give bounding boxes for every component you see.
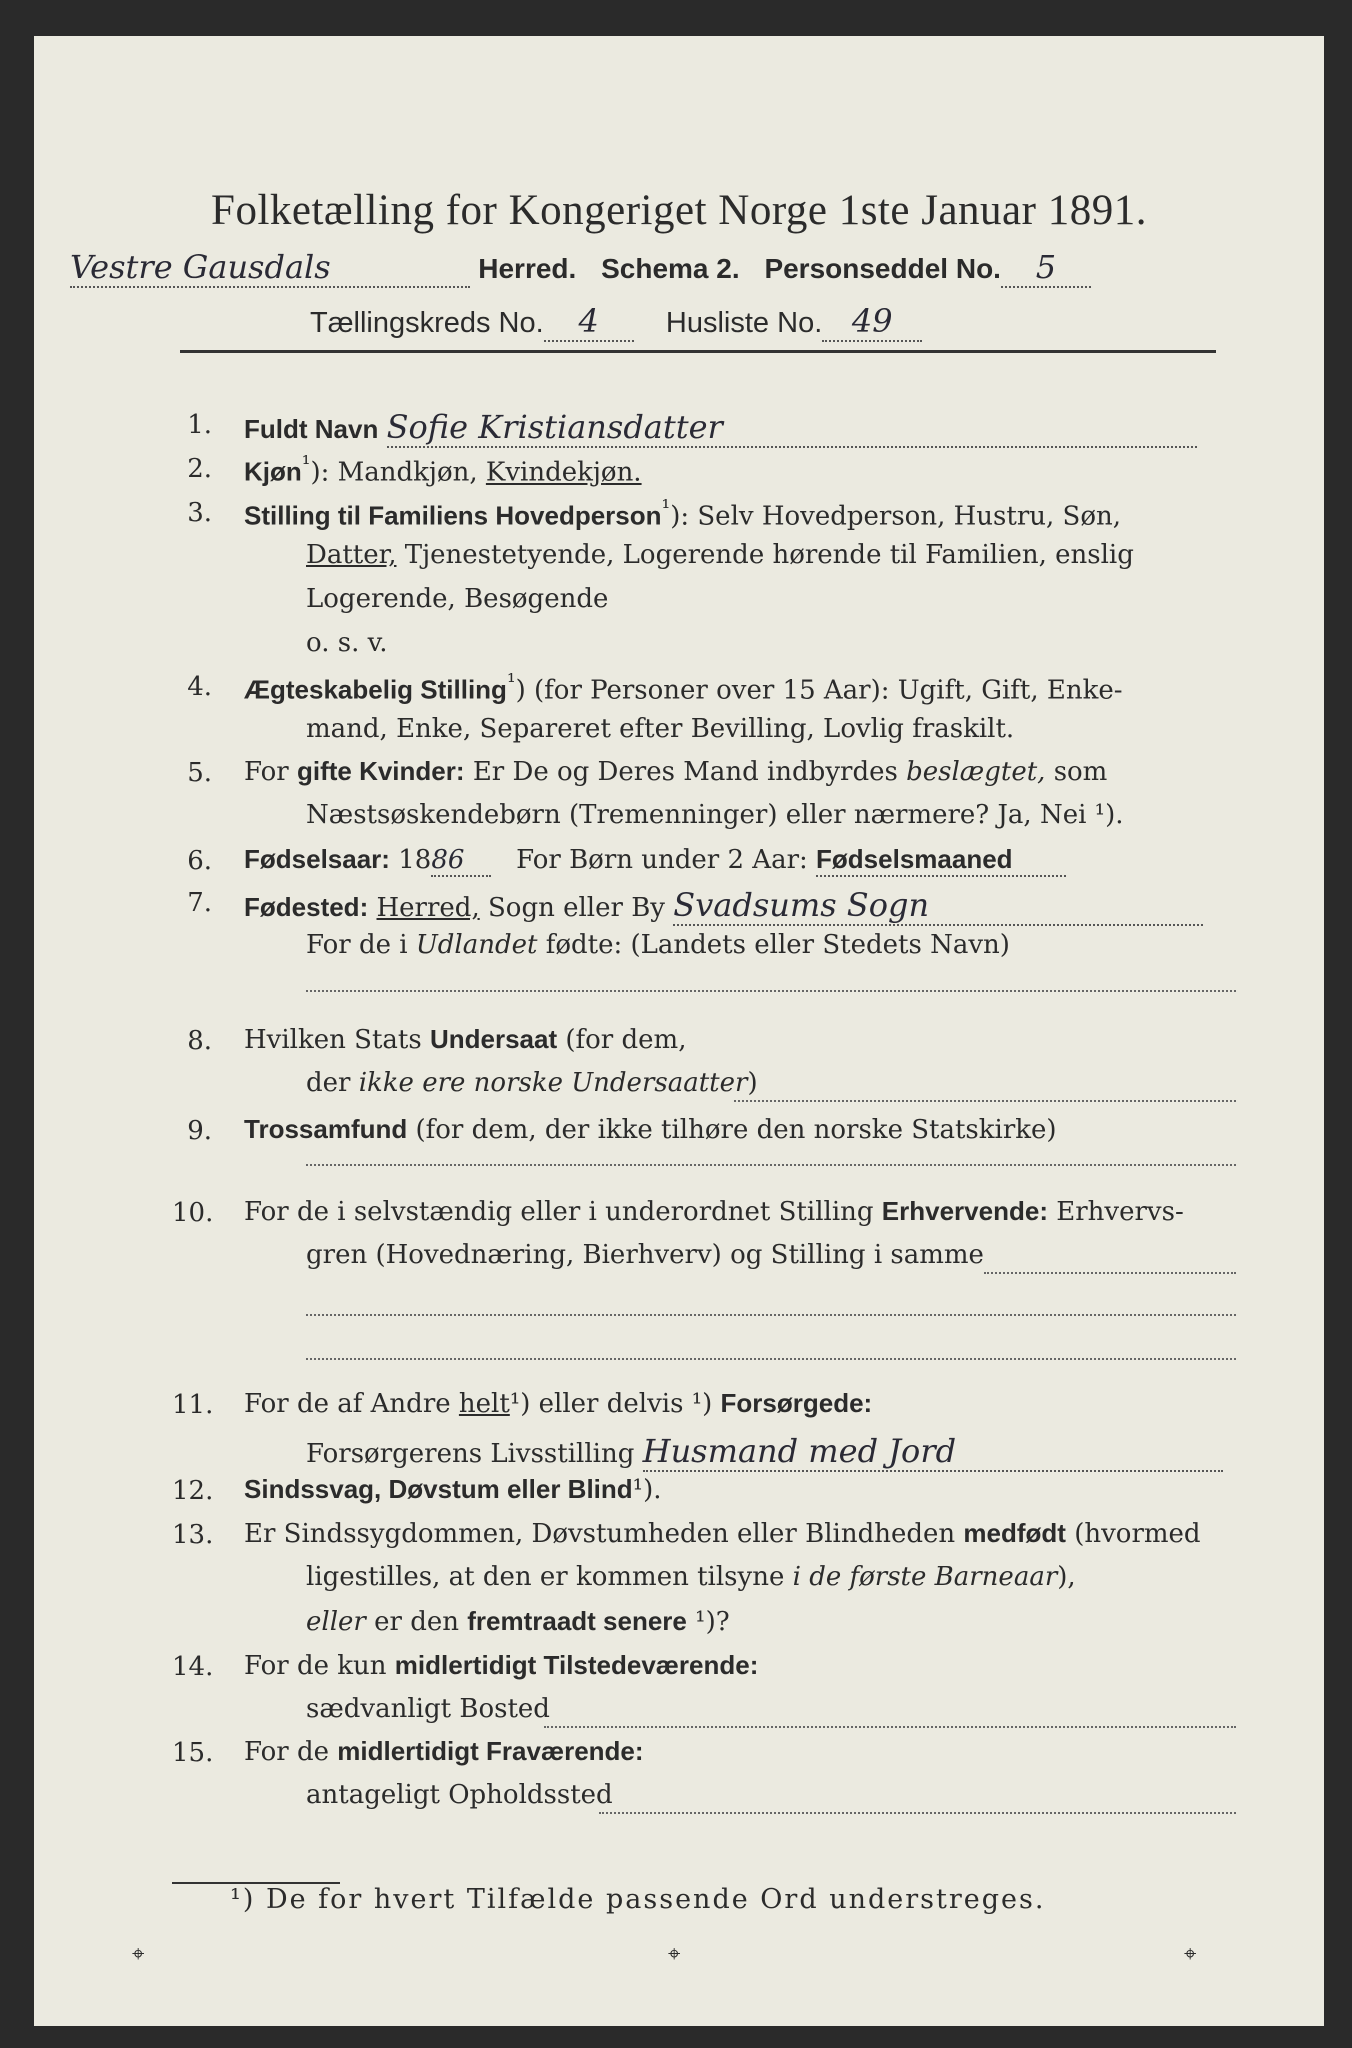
- q13-label: medfødt: [963, 1518, 1066, 1548]
- q15-text2: antageligt Opholdssted: [306, 1780, 613, 1810]
- blank-line: [544, 1726, 1236, 1728]
- q3-text2: Tjenestetyende, Logerende hørende til Familien, enslig: [404, 540, 1134, 570]
- item-number: 10.: [172, 1198, 214, 1228]
- q6-prefix: 18: [398, 845, 432, 875]
- q2-label: Kjøn: [244, 456, 302, 487]
- q3-text: ): Selv Hovedperson, Hustru, Søn,: [670, 501, 1122, 532]
- q8-text2: ): [747, 1068, 758, 1098]
- q3-sup: ¹: [661, 496, 671, 521]
- item-number: 5.: [187, 758, 212, 788]
- form-title: Folketælling for Kongeriget Norge 1ste Januar 1891.: [211, 187, 1147, 234]
- q13-text3: ¹)?: [695, 1607, 730, 1637]
- q9-text: (for dem, der ikke tilhøre den norske Statskirke): [415, 1115, 1057, 1145]
- q5-text: For: [244, 757, 289, 787]
- herred-value: Vestre Gausdals: [70, 248, 470, 288]
- q6-label: Fødselsaar:: [244, 844, 390, 874]
- q2-sup: ¹: [301, 452, 311, 477]
- q10-text: For de i selvstændig eller i underordnet Stilling: [244, 1197, 874, 1227]
- q5-label: gifte Kvinder:: [296, 756, 465, 786]
- q4-label: Ægteskabelig Stilling: [244, 674, 507, 705]
- registration-mark-icon: ⌖: [668, 1942, 681, 1967]
- husliste-label: Husliste No.: [665, 307, 823, 339]
- q11-line1: [244, 1388, 872, 1419]
- q5-text: som: [1053, 757, 1108, 787]
- item-number: 12.: [172, 1476, 214, 1506]
- q2-selected-option: Kvindekjøn.: [485, 457, 642, 488]
- q13-line3: [306, 1606, 730, 1637]
- q12-text: ¹).: [632, 1475, 662, 1505]
- q11-value: Husmand med Jord: [643, 1432, 1223, 1472]
- blank-line: [306, 1314, 1236, 1316]
- q14-line2: [306, 1694, 550, 1724]
- q13-line2: [306, 1562, 1076, 1592]
- q11-line2: [306, 1432, 1223, 1472]
- blank-line: [306, 1164, 1236, 1166]
- q4-line1: [244, 670, 1123, 706]
- q11-text2: Forsørgerens Livsstilling: [306, 1439, 635, 1469]
- q5-italic: beslægtet,: [906, 757, 1046, 787]
- q10-label: Erhvervende:: [881, 1196, 1048, 1226]
- q2: [244, 452, 642, 488]
- item-number: 13.: [172, 1520, 214, 1550]
- q13-italic2: eller: [306, 1607, 366, 1637]
- q5-text2: Næstsøskendebørn (Tremenninger) eller nærmere? Ja, Nei ¹).: [306, 800, 1124, 830]
- kreds-line: [310, 302, 922, 342]
- q6-label2: Fødselsmaaned: [816, 844, 1066, 877]
- item-number: 9.: [187, 1116, 212, 1146]
- item-number: 11.: [172, 1390, 214, 1420]
- q10-text2: gren (Hovednæring, Bierhverv) og Stilling i samme: [306, 1240, 984, 1270]
- q13-text: (hvormed: [1074, 1519, 1201, 1549]
- blank-line: [984, 1272, 1236, 1274]
- q14-label: midlertidigt Tilstedeværende:: [394, 1650, 759, 1680]
- kreds-label: Tællingskreds No.: [310, 307, 544, 339]
- q8-text: (for dem,: [565, 1025, 687, 1055]
- q8-text: Hvilken Stats: [244, 1025, 422, 1055]
- q3-line2: [306, 540, 1134, 570]
- q13-text: Er Sindssygdommen, Døvstumheden eller Blindheden: [244, 1519, 956, 1549]
- q13-italic: i de første Barneaar: [792, 1562, 1058, 1592]
- q7-label: Fødested:: [244, 892, 369, 922]
- q3-line1: [244, 496, 1121, 532]
- q13-label2: fremtraadt senere: [467, 1606, 687, 1636]
- item-number: 15.: [172, 1738, 214, 1768]
- q15-label: midlertidigt Fraværende:: [337, 1736, 644, 1766]
- q5-line1: [244, 756, 1107, 787]
- registration-mark-icon: ⌖: [132, 1942, 145, 1967]
- item-number: 7.: [187, 888, 212, 918]
- q3-text3: Logerende, Besøgende: [306, 584, 609, 614]
- q8-line1: [244, 1024, 686, 1055]
- q11-label: Forsørgede:: [720, 1388, 873, 1418]
- item-number: 14.: [172, 1652, 214, 1682]
- q9: [244, 1114, 1057, 1145]
- q3-selected-option: Datter,: [306, 540, 397, 570]
- q11-text: ¹) eller delvis ¹): [509, 1389, 713, 1419]
- herred-label: Herred.: [478, 253, 577, 284]
- q10-line1: [244, 1196, 1184, 1227]
- q8-text2: der: [306, 1068, 351, 1098]
- herred-line: [70, 248, 1091, 288]
- q1-label: Fuldt Navn: [244, 414, 379, 444]
- husliste-no: 49: [822, 302, 922, 342]
- q7-text: Sogn eller By: [487, 893, 665, 923]
- q15-line2: [306, 1780, 613, 1810]
- q4-text2: mand, Enke, Separeret efter Bevilling, Lovlig fraskilt.: [306, 714, 1015, 744]
- q6: [244, 844, 1066, 877]
- item-number: 3.: [187, 498, 212, 528]
- q7-selected-option: Herred,: [376, 893, 480, 923]
- q8-italic: ikke ere norske Undersaatter: [358, 1068, 748, 1098]
- q4-sup: ¹: [506, 670, 516, 695]
- q7-italic: Udlandet: [415, 930, 538, 960]
- q6-text: For Børn under 2 Aar:: [516, 845, 808, 875]
- q7-text2: For de i: [306, 930, 408, 960]
- item-number: 8.: [187, 1026, 212, 1056]
- item-number: 4.: [187, 672, 212, 702]
- footnote: ¹) De for hvert Tilfælde passende Ord understreges.: [230, 1884, 1046, 1915]
- q12-label: Sindssvag, Døvstum eller Blind: [244, 1474, 633, 1504]
- q7-text2: fødte: (Landets eller Stedets Navn): [545, 930, 1010, 960]
- registration-mark-icon: ⌖: [1184, 1942, 1197, 1967]
- header-rule: [180, 350, 1216, 353]
- census-form-page: [34, 36, 1324, 2026]
- personseddel-no: 5: [1001, 248, 1091, 288]
- q10-text: Erhvervs-: [1056, 1197, 1184, 1227]
- item-number: 1.: [187, 410, 212, 440]
- item-number: 2.: [187, 454, 212, 484]
- q7-line2: [306, 930, 1010, 960]
- q7-value: Svadsums Sogn: [673, 886, 1203, 926]
- q6-value: 86: [431, 845, 491, 877]
- q14-text: For de kun: [244, 1651, 387, 1681]
- q15-text: For de: [244, 1737, 329, 1767]
- q15-line1: [244, 1736, 644, 1767]
- blank-line: [306, 1358, 1236, 1360]
- q1: [244, 408, 1197, 448]
- blank-line: [599, 1812, 1236, 1814]
- q11-text: For de af Andre: [244, 1389, 451, 1419]
- q3-text4: o. s. v.: [306, 628, 388, 658]
- q3-label: Stilling til Familiens Hovedperson: [244, 500, 662, 531]
- blank-line: [306, 990, 1236, 992]
- q9-label: Trossamfund: [244, 1114, 408, 1144]
- q13-text3: er den: [374, 1607, 459, 1637]
- q13-line1: [244, 1518, 1201, 1549]
- q8-line2: [306, 1068, 758, 1098]
- q7-line1: [244, 886, 1203, 926]
- q1-value: Sofie Kristiansdatter: [387, 408, 1197, 448]
- schema-label: Schema 2.: [601, 253, 740, 284]
- personseddel-label: Personseddel No.: [764, 253, 1001, 284]
- q14-line1: [244, 1650, 758, 1681]
- blank-line: [734, 1100, 1236, 1102]
- q4-text: ) (for Personer over 15 Aar): Ugift, Gift, Enke-: [515, 675, 1123, 706]
- q5-text: Er De og Deres Mand indbyrdes: [472, 757, 898, 787]
- q11-selected-option: helt: [458, 1389, 510, 1419]
- q13-text2: ),: [1057, 1562, 1076, 1592]
- q8-label: Undersaat: [429, 1024, 558, 1054]
- q13-text2: ligestilles, at den er kommen tilsyne: [306, 1562, 785, 1592]
- q12: [244, 1474, 662, 1505]
- kreds-no: 4: [544, 302, 634, 342]
- q2-text: ): Mandkjøn,: [310, 457, 478, 488]
- q14-text2: sædvanligt Bosted: [306, 1694, 550, 1724]
- item-number: 6.: [187, 846, 212, 876]
